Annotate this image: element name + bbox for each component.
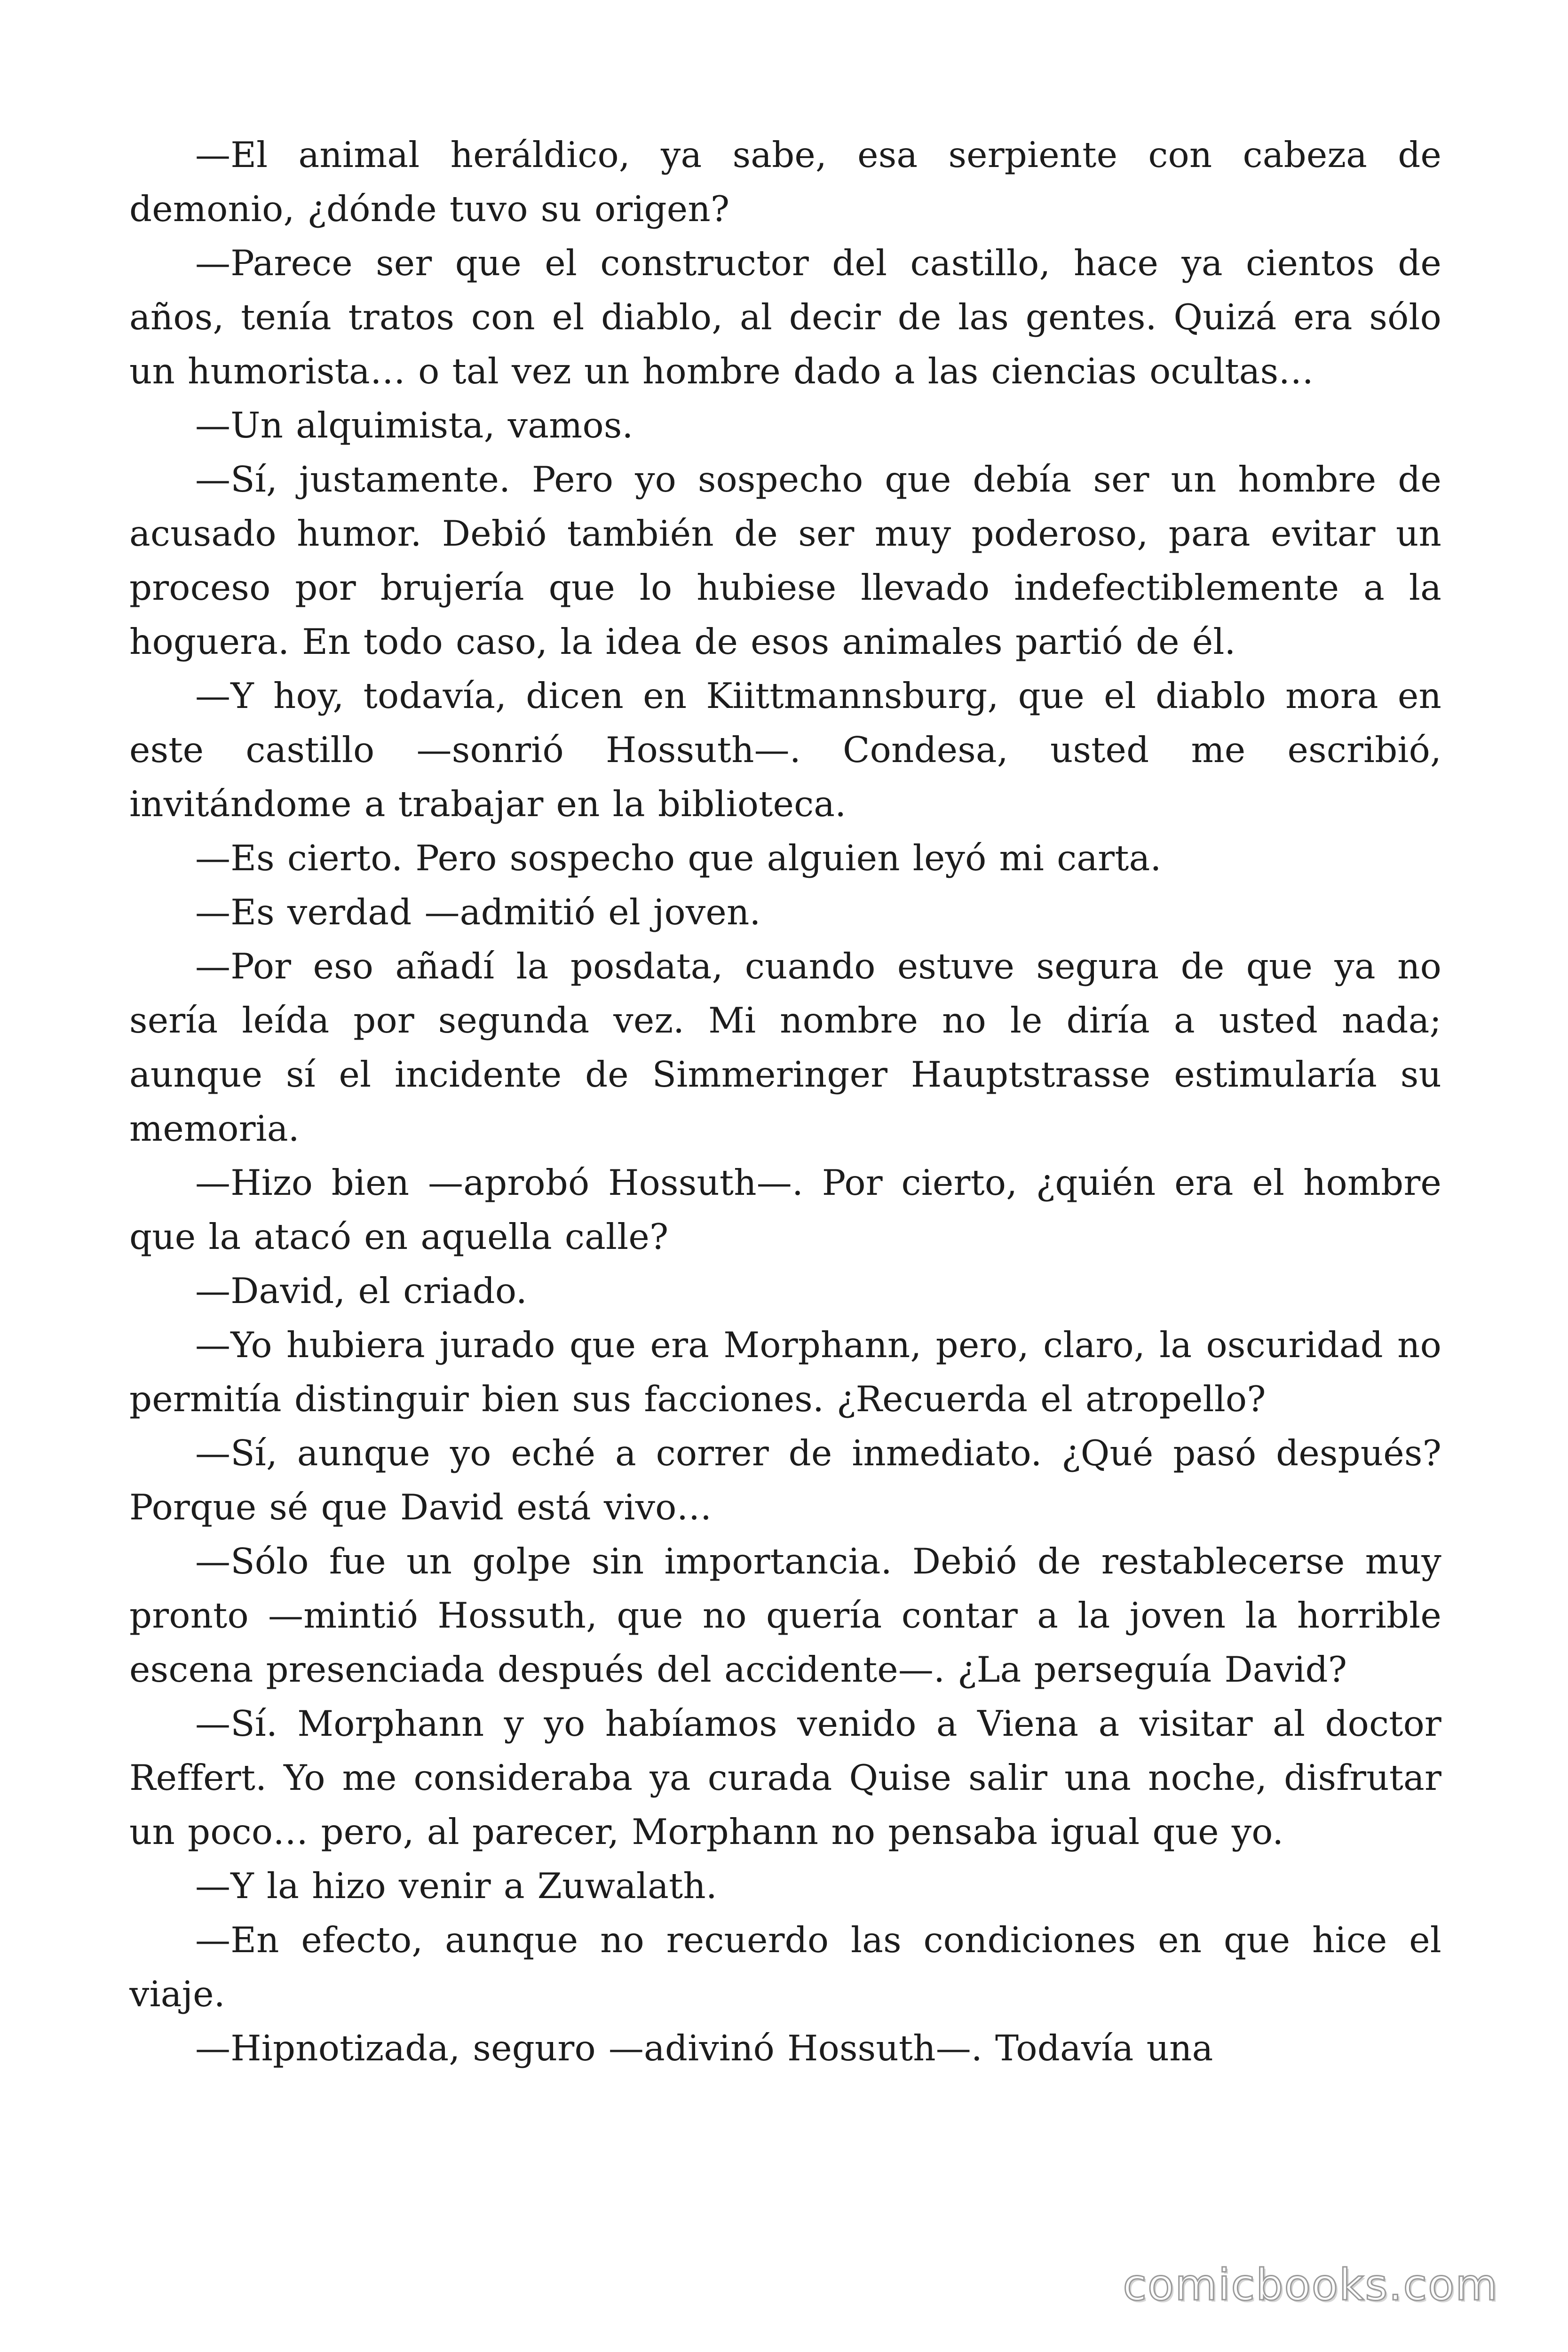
paragraph: —Y la hizo venir a Zuwalath. (195, 1865, 717, 1907)
paragraph: —Sólo fue un golpe sin importancia. Debió de restablecerse muy pronto —mintió Hossuth, que no quería contar a la joven la horrible escena presenciada después del accidente—. ¿La perseguía David? (129, 1541, 1441, 1690)
paragraph: —Sí, justamente. Pero yo sospecho que debía ser un hombre de acusado humor. Debió también de ser muy poderoso, para evitar un proceso por brujería que lo hubiese llevado indefectiblemente a la hoguera. En todo caso, la idea de esos animales partió de él. (129, 459, 1441, 662)
paragraph: —David, el criado. (195, 1270, 527, 1311)
paragraph: —Y hoy, todavía, dicen en Kiittmannsburg, que el diablo mora en este castillo —sonrió Hossuth—. Condesa, usted me escribió, invitándome a trabajar en la biblioteca. (129, 675, 1441, 825)
paragraph: —Un alquimista, vamos. (195, 405, 634, 446)
book-page-text (129, 128, 1441, 2207)
paragraph: —Por eso añadí la posdata, cuando estuve segura de que ya no sería leída por segunda vez. Mi nombre no le diría a usted nada; aunque sí el incidente de Simmeringer Hauptstrasse estimularía su memoria. (129, 946, 1441, 1149)
paragraph: —Hipnotizada, seguro —adivinó Hossuth—. Todavía una (195, 2027, 1213, 2069)
paragraph: —Yo hubiera jurado que era Morphann, pero, claro, la oscuridad no permitía distinguir bien sus facciones. ¿Recuerda el atropello? (129, 1324, 1441, 1420)
paragraph: —Sí. Morphann y yo habíamos venido a Viena a visitar al doctor Reffert. Yo me consideraba ya curada Quise salir una noche, disfrutar un poco… pero, al parecer, Morphann no pensaba igual que yo. (129, 1703, 1441, 1852)
paragraph: —Es cierto. Pero sospecho que alguien leyó mi carta. (195, 837, 1162, 879)
paragraph: —El animal heráldico, ya sabe, esa serpiente con cabeza de demonio, ¿dónde tuvo su origen? (129, 134, 1441, 230)
watermark: comicbooks.com (1123, 2260, 1498, 2310)
paragraph: —En efecto, aunque no recuerdo las condiciones en que hice el viaje. (129, 1919, 1441, 2015)
paragraph: —Es verdad —admitió el joven. (195, 891, 761, 933)
paragraph: —Hizo bien —aprobó Hossuth—. Por cierto, ¿quién era el hombre que la atacó en aquella calle? (129, 1162, 1441, 1257)
paragraph: —Sí, aunque yo eché a correr de inmediato. ¿Qué pasó después? Porque sé que David está vivo… (129, 1432, 1441, 1528)
paragraph: —Parece ser que el constructor del castillo, hace ya cientos de años, tenía tratos con el diablo, al decir de las gentes. Quizá era sólo un humorista… o tal vez un hombre dado a las ciencias ocultas… (129, 242, 1441, 392)
